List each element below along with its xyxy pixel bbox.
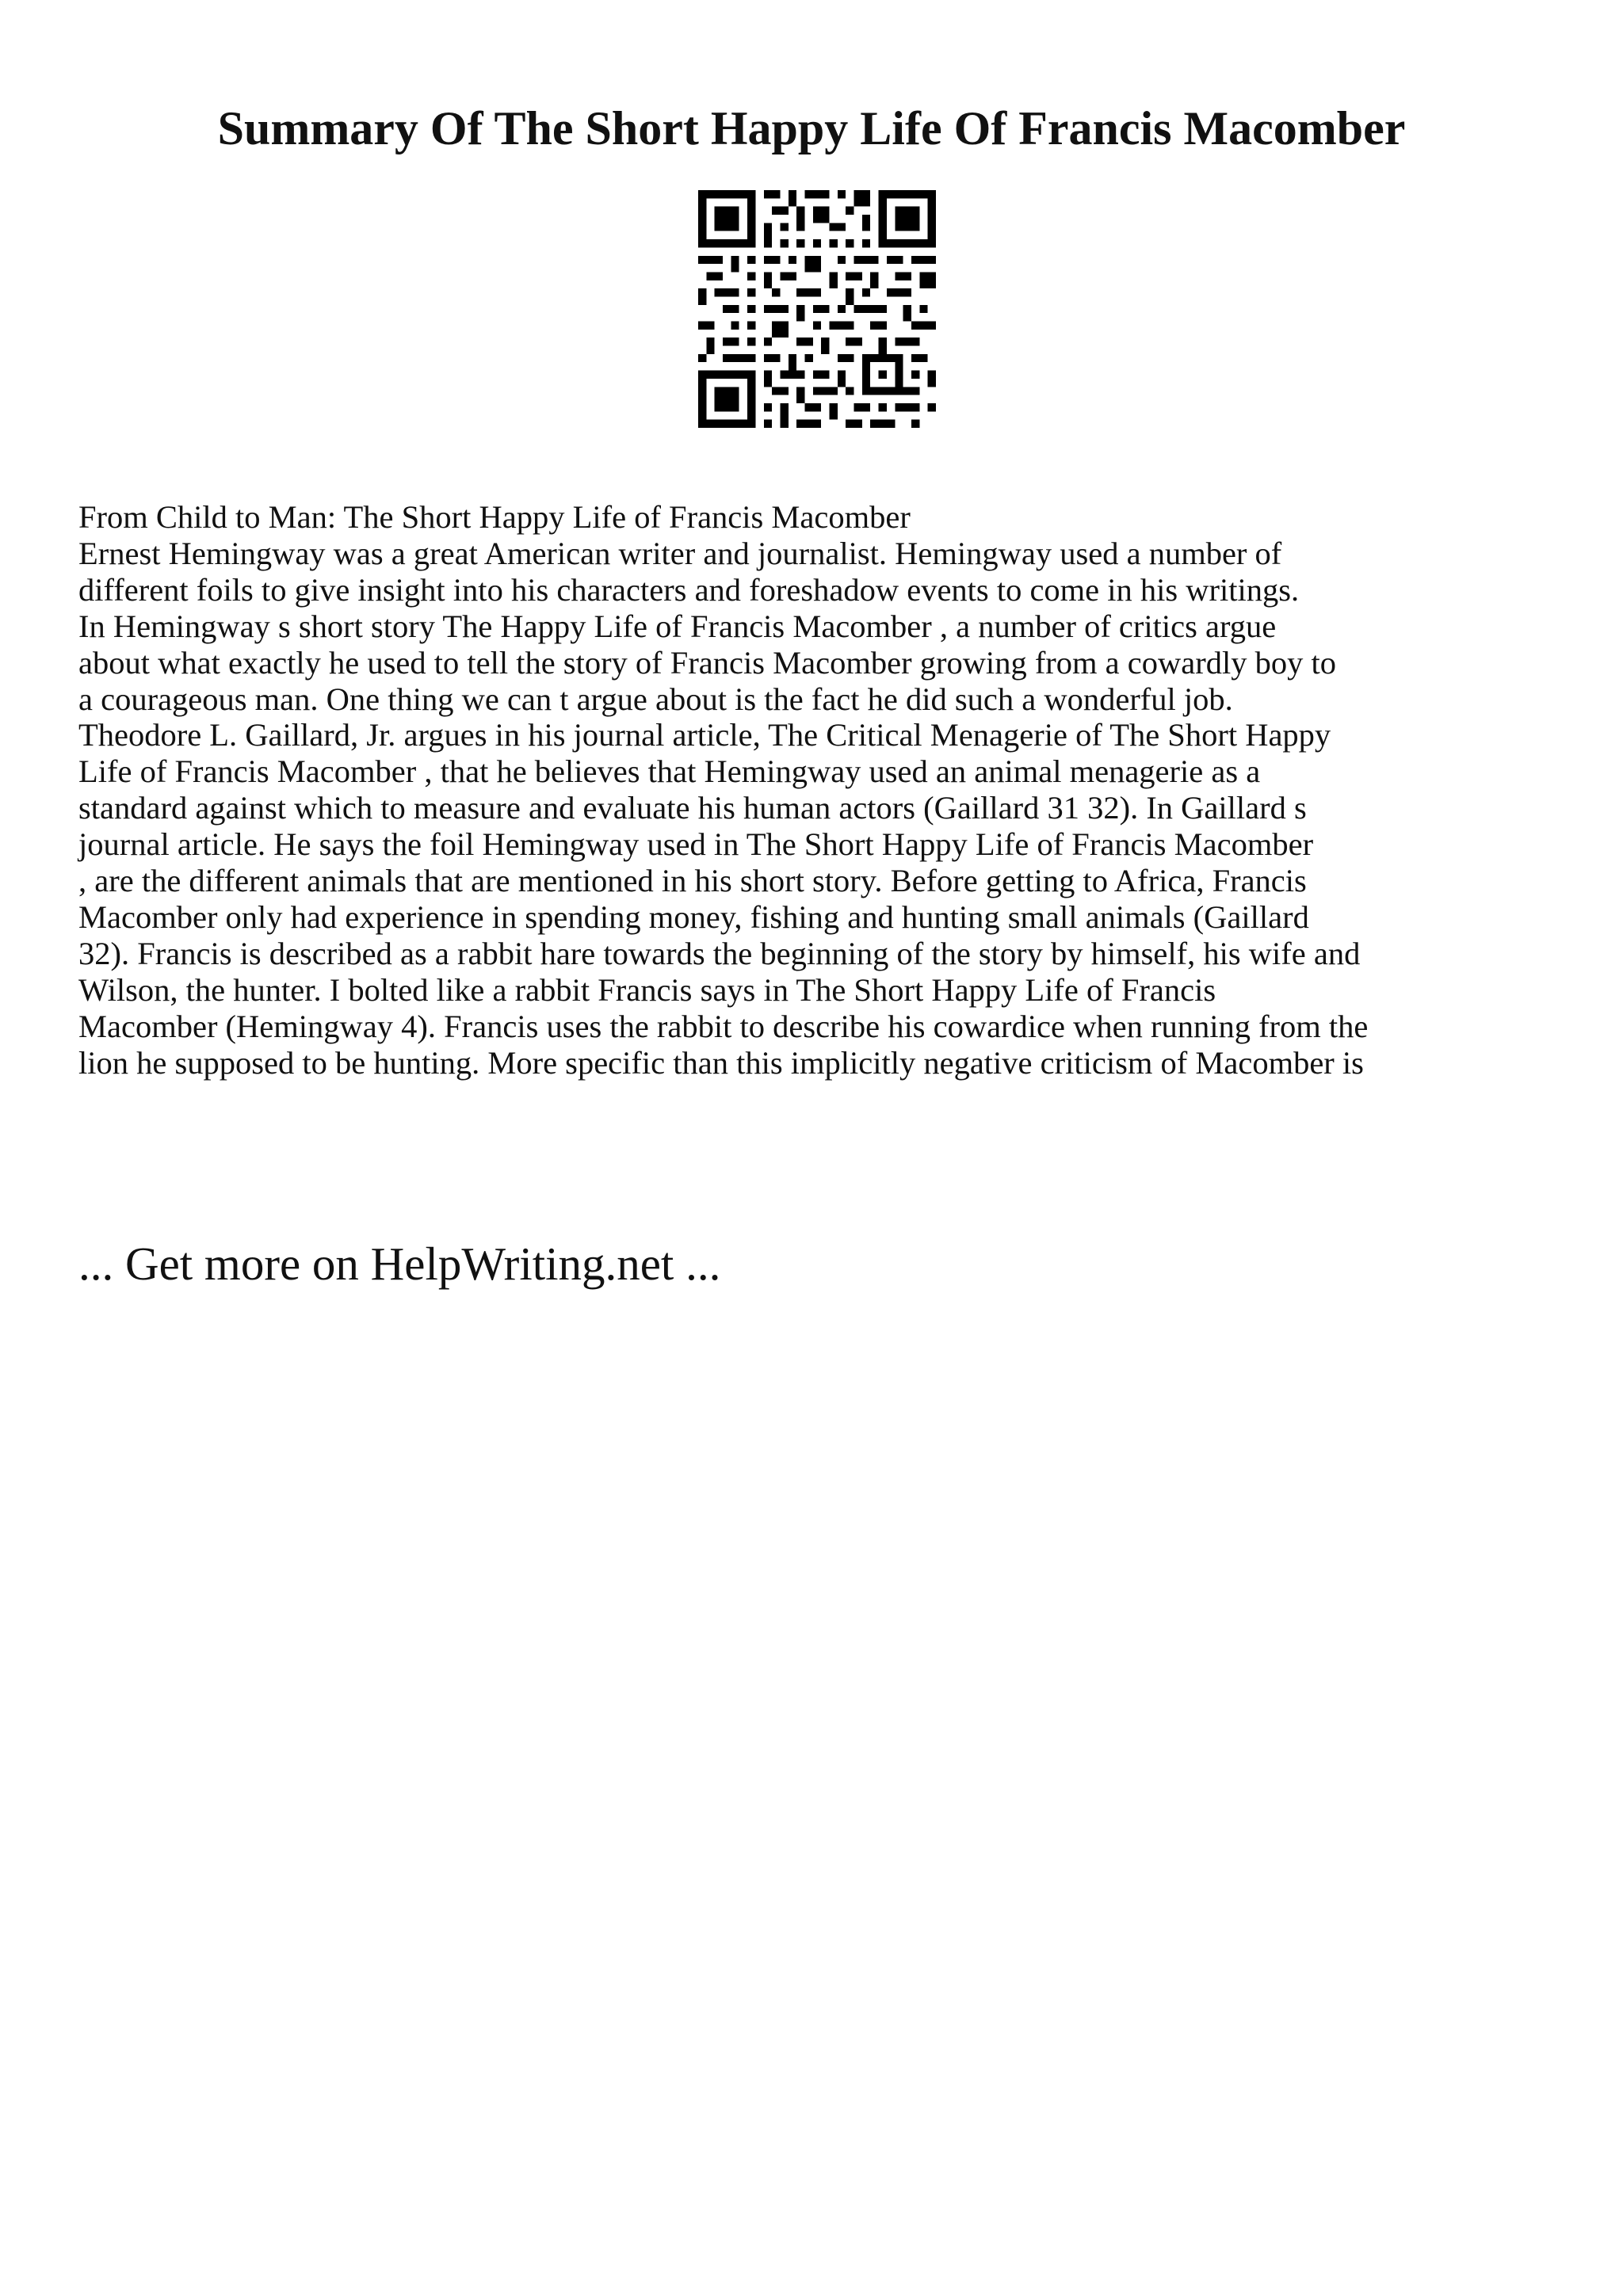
- get-more-link[interactable]: ... Get more on HelpWriting.net ...: [78, 1238, 721, 1290]
- body-line: 32). Francis is described as a rabbit hare towards the beginning of the story by himself, his wife and: [78, 935, 1361, 971]
- body-line: Theodore L. Gaillard, Jr. argues in his journal article, The Critical Menagerie of The Short Happy: [78, 717, 1331, 753]
- body-line: standard against which to measure and evaluate his human actors (Gaillard 31 32). In Gaillard s: [78, 790, 1307, 826]
- document-body: [78, 499, 1568, 1081]
- body-line: Life of Francis Macomber , that he believes that Hemingway used an animal menagerie as a: [78, 753, 1261, 790]
- body-line: different foils to give insight into his characters and foreshadow events to come in his writings.: [78, 571, 1300, 608]
- body-line: lion he supposed to be hunting. More specific than this implicitly negative criticism of Macomber is: [78, 1044, 1364, 1081]
- body-line: In Hemingway s short story The Happy Life of Francis Macomber , a number of critics argue: [78, 608, 1277, 644]
- body-line: Wilson, the hunter. I bolted like a rabbit Francis says in The Short Happy Life of Francis: [78, 971, 1216, 1008]
- body-line: , are the different animals that are mentioned in his short story. Before getting to Africa, Francis: [78, 863, 1307, 899]
- body-line: a courageous man. One thing we can t argue about is the fact he did such a wonderful job.: [78, 681, 1233, 717]
- body-line: From Child to Man: The Short Happy Life of Francis Macomber: [78, 499, 911, 535]
- body-line: journal article. He says the foil Hemingway used in The Short Happy Life of Francis Macomber: [78, 826, 1314, 863]
- body-line: about what exactly he used to tell the story of Francis Macomber growing from a cowardly boy to: [78, 644, 1336, 681]
- body-line: Ernest Hemingway was a great American writer and journalist. Hemingway used a number of: [78, 535, 1282, 571]
- body-line: Macomber (Hemingway 4). Francis uses the rabbit to describe his cowardice when running from the: [78, 1008, 1369, 1044]
- qr-code-icon[interactable]: [698, 190, 936, 428]
- document-title: Summary Of The Short Happy Life Of Francis Macomber: [217, 102, 1406, 154]
- body-line: Macomber only had experience in spending money, fishing and hunting small animals (Gaillard: [78, 898, 1309, 935]
